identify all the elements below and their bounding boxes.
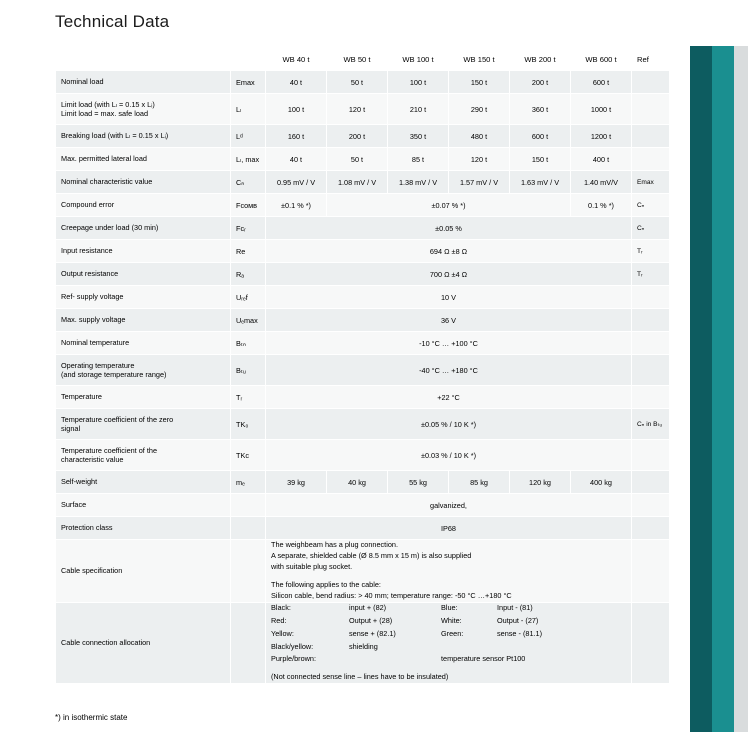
conn-name: Black:: [271, 602, 291, 612]
row-label-line1: Limit load (with Lₗ = 0.15 x Lᵢ): [61, 99, 155, 109]
row-value: 210 t: [388, 94, 449, 125]
cable-specification-cell: [266, 540, 632, 603]
row-symbol: Uₑmax: [231, 309, 266, 332]
page-title: Technical Data: [55, 12, 170, 31]
footnote: *) in isothermic state: [55, 713, 128, 722]
row-value: 39 kg: [266, 471, 327, 494]
row-symbol: Bₜᵤ: [231, 355, 266, 386]
row-value: 1.63 mV / V: [510, 171, 571, 194]
conn-value: sense - (81.1): [497, 628, 543, 638]
row-label: Nominal characteristic value: [56, 171, 231, 194]
row-value-first: ±0.1 % *): [266, 194, 327, 217]
row-value-span: 700 Ω ±4 Ω: [266, 263, 632, 286]
table-row: [56, 217, 670, 240]
conn-value: sense + (82.1): [349, 628, 396, 638]
conn-value: Input - (81): [497, 602, 533, 612]
row-symbol: TK₀: [231, 409, 266, 440]
conn-name: Purple/brown:: [271, 654, 317, 664]
row-value: 480 t: [449, 125, 510, 148]
row-ref: [632, 148, 670, 171]
table-header: [56, 48, 670, 71]
row-label: Nominal temperature: [56, 332, 231, 355]
row-value-span: ±0.05 %: [266, 217, 632, 240]
table-row: [56, 94, 670, 125]
row-label: Cable specification: [56, 540, 231, 603]
row-label: [56, 409, 231, 440]
header-col-wb600: WB 600 t: [571, 48, 632, 71]
row-value-span: -40 °C … +180 °C: [266, 355, 632, 386]
row-ref: [632, 602, 670, 684]
row-value: 1200 t: [571, 125, 632, 148]
table-row: [56, 440, 670, 471]
row-value: 100 t: [266, 94, 327, 125]
row-label: Breaking load (with Lₗ = 0.15 x Lᵢ): [56, 125, 231, 148]
row-label: Compound error: [56, 194, 231, 217]
row-symbol: TKᴄ: [231, 440, 266, 471]
cable-spec-line: with suitable plug socket.: [271, 561, 353, 571]
row-label: Creepage under load (30 min): [56, 217, 231, 240]
row-value-span: +22 °C: [266, 386, 632, 409]
table-row: [56, 386, 670, 409]
row-symbol: Fᴄᵣ: [231, 217, 266, 240]
row-value-span: 10 V: [266, 286, 632, 309]
row-value: 150 t: [510, 148, 571, 171]
row-label-line2: Limit load = max. safe load: [61, 109, 148, 118]
row-value: 120 t: [327, 94, 388, 125]
table-row: [56, 125, 670, 148]
row-ref: Cₙ: [632, 194, 670, 217]
cable-spec-line: The weighbeam has a plug connection.: [271, 540, 398, 549]
row-ref: Emax: [632, 171, 670, 194]
header-symbol: [231, 48, 266, 71]
row-ref: [632, 494, 670, 517]
row-symbol: [231, 602, 266, 684]
cable-connection-spacer: [271, 665, 626, 672]
row-value: 290 t: [449, 94, 510, 125]
conn-name: White:: [441, 615, 462, 625]
row-symbol: Lₗ: [231, 94, 266, 125]
row-value: 40 kg: [327, 471, 388, 494]
row-value: 160 t: [266, 125, 327, 148]
row-symbol: Lₗ, max: [231, 148, 266, 171]
table-row: [56, 71, 670, 94]
row-symbol: Rₐ: [231, 263, 266, 286]
row-value: 1.38 mV / V: [388, 171, 449, 194]
row-ref: [632, 125, 670, 148]
row-value: 120 kg: [510, 471, 571, 494]
row-label-line2: signal: [61, 424, 81, 433]
table-row: [56, 263, 670, 286]
row-value: 150 t: [449, 71, 510, 94]
cable-connection-grid: [271, 603, 626, 666]
decor-bar-teal: [712, 46, 734, 732]
header-col-wb100: WB 100 t: [388, 48, 449, 71]
row-label: Nominal load: [56, 71, 231, 94]
row-label: Input resistance: [56, 240, 231, 263]
table-row: [56, 148, 670, 171]
table-row: [56, 332, 670, 355]
row-value: 55 kg: [388, 471, 449, 494]
row-label: Protection class: [56, 517, 231, 540]
conn-value: Output + (28): [349, 615, 393, 625]
row-label-line2: characteristic value: [61, 455, 124, 464]
row-symbol: [231, 494, 266, 517]
row-value: 1.40 mV/V: [571, 171, 632, 194]
row-symbol: Re: [231, 240, 266, 263]
conn-name: [441, 642, 497, 653]
cable-spec-line: The following applies to the cable:: [271, 579, 381, 589]
row-value-span: ±0.03 % / 10 K *): [266, 440, 632, 471]
row-value: 40 t: [266, 148, 327, 171]
row-ref: [632, 517, 670, 540]
conn-value: [497, 642, 587, 653]
row-ref: [632, 94, 670, 125]
row-ref: [632, 71, 670, 94]
row-symbol: Tᵣ: [231, 386, 266, 409]
row-label-line1: Operating temperature: [61, 360, 135, 370]
row-label: [56, 440, 231, 471]
row-value: 100 t: [388, 71, 449, 94]
row-value-span: galvanized,: [266, 494, 632, 517]
table-row: [56, 355, 670, 386]
row-value-span: 694 Ω ±8 Ω: [266, 240, 632, 263]
decor-bar-dark: [690, 46, 712, 732]
row-ref: [632, 440, 670, 471]
row-value-span: ±0.05 % / 10 K *): [266, 409, 632, 440]
table-row: [56, 517, 670, 540]
conn-name: Blue:: [441, 602, 458, 612]
row-label: [56, 94, 231, 125]
row-label: Max. permitted lateral load: [56, 148, 231, 171]
table-row: [56, 494, 670, 517]
row-label: Self-weight: [56, 471, 231, 494]
table-row: [56, 171, 670, 194]
row-value: 360 t: [510, 94, 571, 125]
header-ref: Ref: [632, 48, 670, 71]
conn-value: [349, 654, 441, 665]
row-value: 200 t: [327, 125, 388, 148]
row-symbol: Uᵣₑf: [231, 286, 266, 309]
table-row: [56, 194, 670, 217]
header-label: [56, 48, 231, 71]
row-label: Cable connection allocation: [56, 602, 231, 684]
row-value: 1.08 mV / V: [327, 171, 388, 194]
row-value: 85 kg: [449, 471, 510, 494]
conn-value: Output - (27): [497, 615, 539, 625]
row-ref: Tᵣ: [632, 240, 670, 263]
row-ref: [632, 355, 670, 386]
row-value-middle: ±0.07 % *): [327, 194, 571, 217]
table-row: [56, 309, 670, 332]
cable-spec-spacer: [271, 573, 626, 580]
table-row: [56, 240, 670, 263]
row-value: 50 t: [327, 71, 388, 94]
row-ref: Cₙ in Bₜᵤ: [632, 409, 670, 440]
row-symbol: Cₙ: [231, 171, 266, 194]
conn-name: Red:: [271, 615, 287, 625]
conn-value: input + (82): [349, 602, 387, 612]
cable-connection-note: (Not connected sense line – lines have to be insulated): [271, 672, 449, 682]
header-col-wb150: WB 150 t: [449, 48, 510, 71]
conn-value: shielding: [349, 641, 378, 651]
cable-spec-line: Silicon cable, bend radius: > 40 mm; temperature range: -50 °C …+180 °C: [271, 590, 512, 600]
row-symbol: Bₜₙ: [231, 332, 266, 355]
row-value: 400 t: [571, 148, 632, 171]
row-ref: Tᵣ: [632, 263, 670, 286]
row-label-line1: Temperature coefficient of the: [61, 445, 157, 455]
row-ref: [632, 471, 670, 494]
table-row-cable-specification: [56, 540, 670, 603]
row-symbol: Emax: [231, 71, 266, 94]
cable-connection-cell: [266, 602, 632, 684]
row-symbol: [231, 540, 266, 603]
row-label: Surface: [56, 494, 231, 517]
row-ref: [632, 540, 670, 603]
row-value-span: IP68: [266, 517, 632, 540]
row-value: 1000 t: [571, 94, 632, 125]
row-value: 400 kg: [571, 471, 632, 494]
row-ref: [632, 286, 670, 309]
row-value-span: -10 °C … +100 °C: [266, 332, 632, 355]
row-symbol: Fᴄᴏᴍʙ: [231, 194, 266, 217]
table-row-cable-connection: [56, 602, 670, 684]
row-value: 50 t: [327, 148, 388, 171]
table-row: [56, 471, 670, 494]
row-value-span: 36 V: [266, 309, 632, 332]
row-ref: [632, 332, 670, 355]
header-col-wb200: WB 200 t: [510, 48, 571, 71]
row-symbol: [231, 517, 266, 540]
conn-name: Black/yellow:: [271, 641, 314, 651]
cable-spec-line: A separate, shielded cable (Ø 8.5 mm x 15 m) is also supplied: [271, 550, 472, 560]
conn-name: Yellow:: [271, 628, 294, 638]
row-ref: [632, 309, 670, 332]
row-label: Temperature: [56, 386, 231, 409]
row-ref: Cₙ: [632, 217, 670, 240]
decor-bar-gray: [734, 46, 748, 732]
row-value: 120 t: [449, 148, 510, 171]
technical-data-table: [55, 47, 670, 684]
row-label: [56, 355, 231, 386]
row-label: Output resistance: [56, 263, 231, 286]
conn-name: Green:: [441, 628, 464, 638]
header-col-wb40: WB 40 t: [266, 48, 327, 71]
table-row: [56, 286, 670, 309]
header-col-wb50: WB 50 t: [327, 48, 388, 71]
row-label: Ref- supply voltage: [56, 286, 231, 309]
row-ref: [632, 386, 670, 409]
row-value: 1.57 mV / V: [449, 171, 510, 194]
row-value: 350 t: [388, 125, 449, 148]
row-label-line1: Temperature coefficient of the zero: [61, 414, 174, 424]
row-symbol: Lᵈ: [231, 125, 266, 148]
row-value: 0.95 mV / V: [266, 171, 327, 194]
row-value: 600 t: [510, 125, 571, 148]
row-value: 200 t: [510, 71, 571, 94]
row-value: 85 t: [388, 148, 449, 171]
row-label-line2: (and storage temperature range): [61, 370, 167, 379]
row-symbol: mₑ: [231, 471, 266, 494]
conn-value-wide: temperature sensor Pt100: [441, 654, 526, 664]
row-value-last: 0.1 % *): [571, 194, 632, 217]
table-row: [56, 409, 670, 440]
row-value: 600 t: [571, 71, 632, 94]
row-label: Max. supply voltage: [56, 309, 231, 332]
row-value: 40 t: [266, 71, 327, 94]
